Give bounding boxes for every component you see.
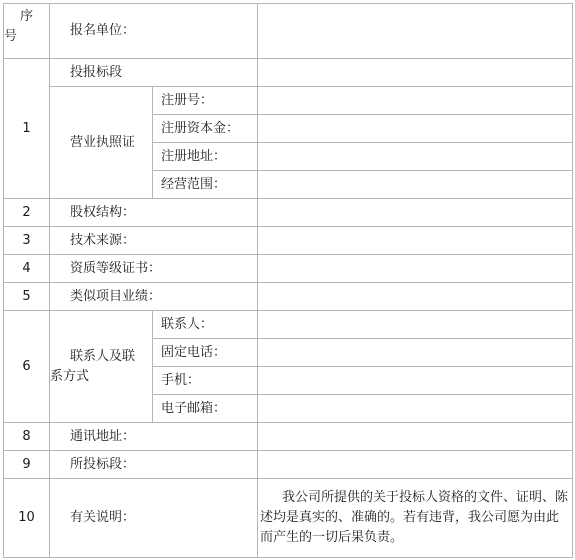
field-label: 手机：: [153, 367, 258, 395]
field-value[interactable]: [258, 227, 573, 255]
table-row: [4, 87, 573, 115]
table-row: [4, 199, 573, 227]
field-label: 所投标段：: [50, 451, 258, 479]
field-label: 股权结构：: [50, 199, 258, 227]
business-license-label-part2: 证: [122, 134, 136, 150]
table-row: [4, 283, 573, 311]
field-label: 有关说明：: [50, 479, 258, 558]
table-row: [4, 423, 573, 451]
field-value[interactable]: [258, 143, 573, 171]
contact-group-label: [50, 311, 153, 423]
statement-text: 我公司所提供的关于投标人资格的文件、证明、陈述均是真实的、准确的。若有违背，我公司愿为由此而产生的一切后果负责。: [258, 479, 573, 558]
field-value[interactable]: [258, 395, 573, 423]
field-value[interactable]: [258, 311, 573, 339]
applicant-label: 报名单位：: [50, 4, 258, 59]
row-number: 5: [4, 283, 50, 311]
row-number: 10: [4, 479, 50, 558]
table-row: [4, 227, 573, 255]
contact-group-label-part2: 联系方式: [50, 348, 136, 384]
row-number: 4: [4, 255, 50, 283]
qualification-form-table: [3, 3, 573, 558]
business-license-label-part1: 营业执照: [70, 134, 123, 150]
row-number: 3: [4, 227, 50, 255]
seq-header-char-2: 号: [4, 29, 18, 44]
row-number: 2: [4, 199, 50, 227]
bid-section-value[interactable]: [258, 59, 573, 87]
field-value[interactable]: [258, 283, 573, 311]
seq-header-cell: [4, 4, 50, 59]
field-label: 固定电话：: [153, 339, 258, 367]
header-row: [4, 4, 573, 59]
field-value[interactable]: [258, 115, 573, 143]
field-label: 类似项目业绩：: [50, 283, 258, 311]
table-row: [4, 479, 573, 558]
field-label: 注册号：: [153, 87, 258, 115]
field-value[interactable]: [258, 199, 573, 227]
field-label: 资质等级证书：: [50, 255, 258, 283]
field-label: 注册地址：: [153, 143, 258, 171]
applicant-value[interactable]: [258, 4, 573, 59]
business-license-label: [50, 87, 153, 199]
row-number: 8: [4, 423, 50, 451]
field-label: 经营范围：: [153, 171, 258, 199]
field-value[interactable]: [258, 87, 573, 115]
bid-section-label: 投报标段: [50, 59, 258, 87]
row-number: 1: [4, 59, 50, 199]
field-value[interactable]: [258, 423, 573, 451]
table-row: [4, 311, 573, 339]
field-label: 技术来源：: [50, 227, 258, 255]
row-number: 6: [4, 311, 50, 423]
field-value[interactable]: [258, 255, 573, 283]
field-label: 通讯地址：: [50, 423, 258, 451]
field-value[interactable]: [258, 451, 573, 479]
table-row: [4, 59, 573, 87]
field-label: 联系人：: [153, 311, 258, 339]
field-value[interactable]: [258, 367, 573, 395]
seq-header-char-1: 序: [19, 9, 33, 24]
row-number: 9: [4, 451, 50, 479]
contact-group-label-part1: 联系人及: [70, 348, 123, 364]
table-row: [4, 255, 573, 283]
field-value[interactable]: [258, 171, 573, 199]
field-label: 电子邮箱：: [153, 395, 258, 423]
field-label: 注册资本金：: [153, 115, 258, 143]
field-value[interactable]: [258, 339, 573, 367]
table-row: [4, 451, 573, 479]
